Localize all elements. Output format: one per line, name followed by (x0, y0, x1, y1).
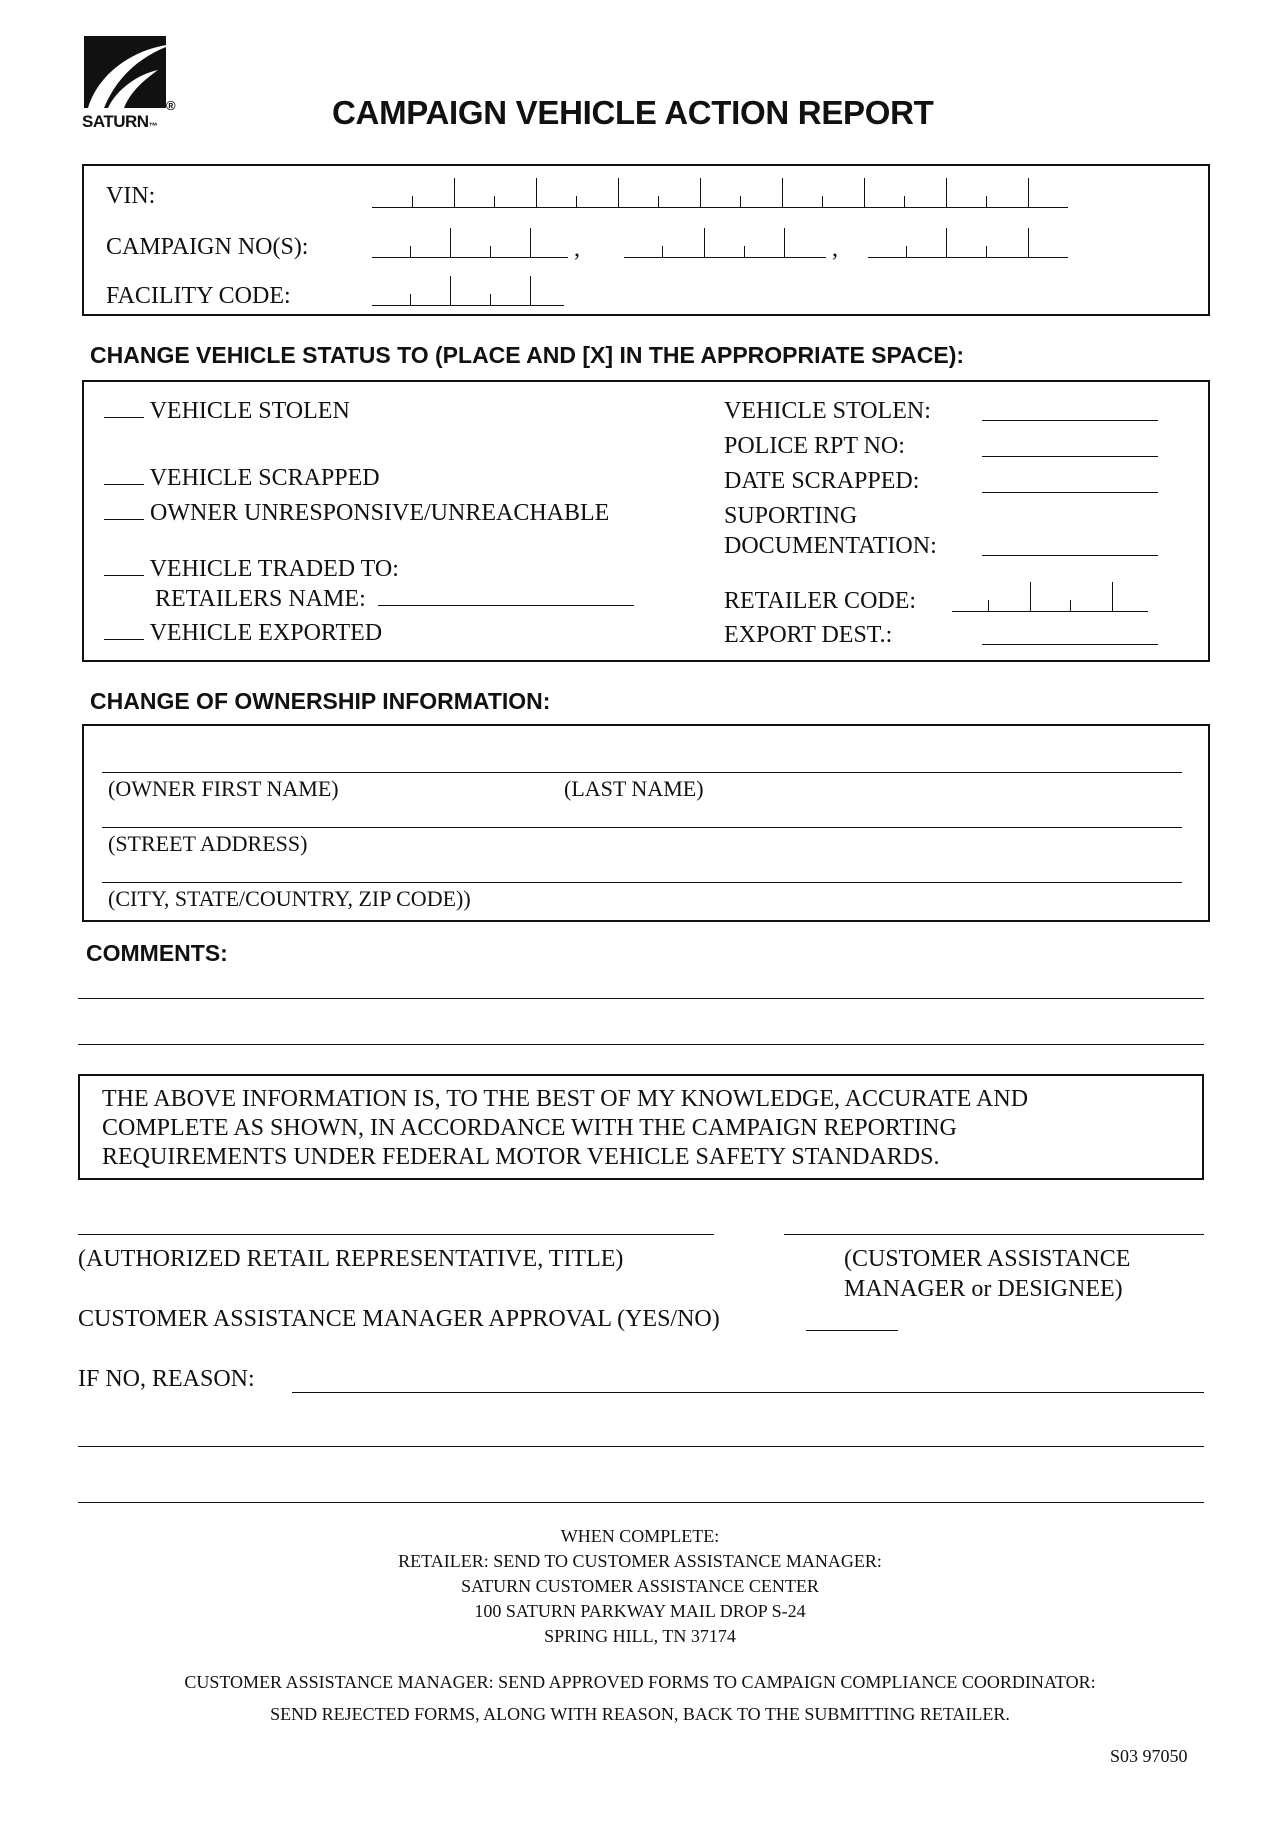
checkbox-unresponsive[interactable] (104, 519, 144, 520)
reason-field-2[interactable] (78, 1446, 1204, 1447)
instructions-line-2: RETAILER: SEND TO CUSTOMER ASSISTANCE MANAGER: (398, 1551, 882, 1571)
retailer-code-field[interactable] (952, 576, 1152, 612)
instructions-line-7: SEND REJECTED FORMS, ALONG WITH REASON, BACK TO THE SUBMITTING RETAILER. (270, 1704, 1010, 1724)
detail-date-scrapped-label: DATE SCRAPPED: (724, 468, 920, 494)
facility-label: FACILITY CODE: (106, 283, 291, 309)
campaign-field-2[interactable] (624, 222, 830, 258)
vin-label: VIN: (106, 183, 156, 209)
option-unresponsive[interactable]: OWNER UNRESPONSIVE/UNREACHABLE (104, 500, 609, 527)
status-heading: CHANGE VEHICLE STATUS TO (PLACE AND [X] IN THE APPROPRIATE SPACE): (90, 342, 965, 368)
campaign-label: CAMPAIGN NO(S): (106, 234, 309, 260)
form-number: S03 97050 (1110, 1746, 1188, 1766)
certification-line-2: COMPLETE AS SHOWN, IN ACCORDANCE WITH THE CAMPAIGN REPORTING (102, 1115, 957, 1141)
campaign-field-3[interactable] (868, 222, 1072, 258)
detail-export-label: EXPORT DEST.: (724, 622, 893, 648)
instructions-line-5: SPRING HILL, TN 37174 (544, 1626, 736, 1646)
detail-supporting-field[interactable] (982, 555, 1158, 556)
city-label: (CITY, STATE/COUNTRY, ZIP CODE)) (108, 886, 471, 911)
detail-date-scrapped-field[interactable] (982, 492, 1158, 493)
checkbox-exported[interactable] (104, 639, 144, 640)
instructions-line-4: 100 SATURN PARKWAY MAIL DROP S-24 (474, 1601, 806, 1621)
detail-police-field[interactable] (982, 456, 1158, 457)
registered-mark: ® (166, 98, 176, 113)
checkbox-scrapped[interactable] (104, 484, 144, 485)
instructions-line-3: SATURN CUSTOMER ASSISTANCE CENTER (461, 1576, 819, 1596)
instructions-line-6: CUSTOMER ASSISTANCE MANAGER: SEND APPROVED FORMS TO CAMPAIGN COMPLIANCE COORDINATOR: (184, 1672, 1096, 1692)
approval-label: CUSTOMER ASSISTANCE MANAGER APPROVAL (YES/NO) (78, 1306, 720, 1332)
cam-label-2: MANAGER or DESIGNEE) (844, 1276, 1123, 1302)
vin-field[interactable] (372, 172, 1072, 208)
comment-line-2[interactable] (78, 1044, 1204, 1045)
detail-stolen-field[interactable] (982, 420, 1158, 421)
owner-first-name-label: (OWNER FIRST NAME) (108, 776, 339, 801)
campaign-field-1[interactable] (372, 222, 572, 258)
checkbox-stolen[interactable] (104, 417, 144, 418)
option-traded[interactable]: VEHICLE TRADED TO: (104, 556, 399, 583)
brand-wordmark: SATURN™ (82, 112, 158, 131)
cam-signature-field[interactable] (784, 1234, 1204, 1235)
cam-label-1: (CUSTOMER ASSISTANCE (844, 1246, 1131, 1272)
page-title: CAMPAIGN VEHICLE ACTION REPORT (332, 94, 934, 131)
comment-line-1[interactable] (78, 998, 1204, 999)
reason-field-1[interactable] (292, 1392, 1204, 1393)
detail-supporting-label-2: DOCUMENTATION: (724, 533, 937, 559)
detail-retailer-code-label: RETAILER CODE: (724, 588, 917, 614)
campaign-separator-2: , (832, 236, 838, 262)
detail-stolen-label: VEHICLE STOLEN: (724, 398, 931, 424)
owner-last-name-label: (LAST NAME) (564, 776, 704, 801)
street-address-label: (STREET ADDRESS) (108, 831, 308, 856)
instructions-line-1: WHEN COMPLETE: (560, 1526, 720, 1546)
retailers-name-row: RETAILERS NAME: (155, 586, 634, 613)
detail-police-label: POLICE RPT NO: (724, 433, 905, 459)
owner-name-field[interactable] (102, 772, 1182, 773)
retail-rep-label: (AUTHORIZED RETAIL REPRESENTATIVE, TITLE) (78, 1246, 624, 1272)
reason-field-3[interactable] (78, 1502, 1204, 1503)
certification-line-3: REQUIREMENTS UNDER FEDERAL MOTOR VEHICLE SAFETY STANDARDS. (102, 1144, 940, 1170)
campaign-separator-1: , (574, 236, 580, 262)
retailers-name-field[interactable] (378, 605, 634, 606)
ownership-heading: CHANGE OF OWNERSHIP INFORMATION: (90, 688, 551, 714)
option-scrapped[interactable]: VEHICLE SCRAPPED (104, 465, 380, 492)
detail-supporting-label-1: SUPORTING (724, 503, 858, 529)
facility-field[interactable] (372, 270, 568, 306)
reason-label: IF NO, REASON: (78, 1366, 255, 1392)
city-field[interactable] (102, 882, 1182, 883)
certification-line-1: THE ABOVE INFORMATION IS, TO THE BEST OF MY KNOWLEDGE, ACCURATE AND (102, 1086, 1029, 1112)
option-exported[interactable]: VEHICLE EXPORTED (104, 620, 382, 647)
retail-rep-signature-field[interactable] (78, 1234, 714, 1235)
option-stolen[interactable]: VEHICLE STOLEN (104, 398, 350, 425)
approval-field[interactable] (806, 1330, 898, 1331)
checkbox-traded[interactable] (104, 575, 144, 576)
street-address-field[interactable] (102, 827, 1182, 828)
detail-export-field[interactable] (982, 644, 1158, 645)
comments-heading: COMMENTS: (86, 940, 228, 966)
